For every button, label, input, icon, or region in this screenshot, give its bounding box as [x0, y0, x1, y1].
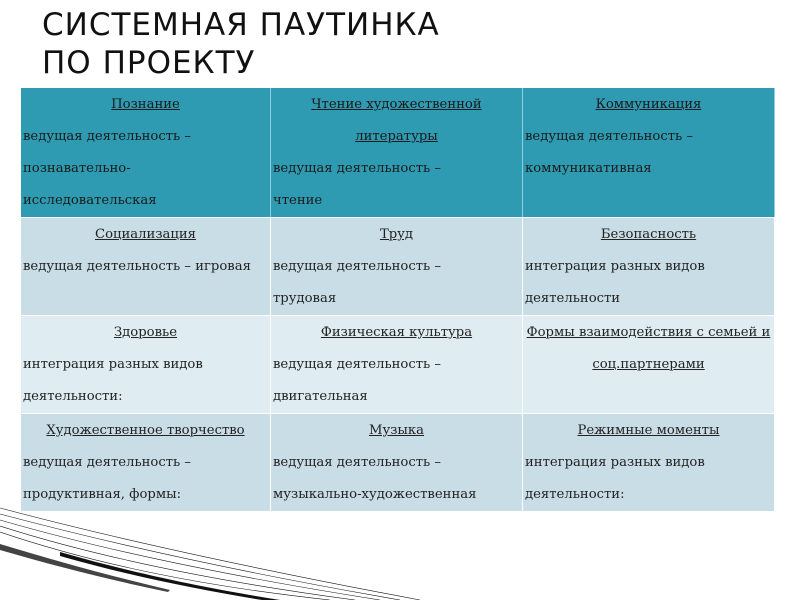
- cell-line: исследовательская: [23, 193, 157, 208]
- cell-line: ведущая деятельность –: [23, 129, 192, 144]
- cell-heading: Безопасность: [600, 227, 697, 242]
- cell-heading: Труд: [379, 227, 414, 242]
- cell-line: деятельности:: [23, 389, 123, 404]
- cell-line: трудовая: [273, 291, 337, 306]
- table-row: [21, 316, 775, 414]
- table-cell: [21, 316, 271, 414]
- table-cell: [271, 316, 523, 414]
- cell-heading: Музыка: [368, 423, 425, 438]
- cell-line: деятельности:: [525, 487, 625, 502]
- table-row: [21, 414, 775, 512]
- cell-line: ведущая деятельность –: [273, 455, 442, 470]
- cell-line: ведущая деятельность –: [273, 357, 442, 372]
- table-cell: [523, 218, 775, 316]
- slide-title-line-2: ПО ПРОЕКТУ: [42, 45, 256, 81]
- table-cell: [271, 218, 523, 316]
- table-row: [21, 218, 775, 316]
- cell-heading: Художественное творчество: [46, 423, 245, 438]
- table-cell: [21, 88, 271, 218]
- cell-line: продуктивная, формы:: [23, 487, 182, 502]
- cell-heading: Чтение художественной литературы: [311, 97, 482, 144]
- cell-line: ведущая деятельность –: [525, 129, 694, 144]
- table-cell: [523, 316, 775, 414]
- table-cell: [523, 414, 775, 512]
- web-table: [20, 88, 775, 512]
- cell-line: чтение: [273, 193, 323, 208]
- cell-heading: Социализация: [95, 227, 196, 242]
- slide-title-line-1: СИСТЕМНАЯ ПАУТИНКА: [42, 7, 440, 43]
- table-cell: [21, 414, 271, 512]
- cell-line: двигательная: [273, 389, 368, 404]
- cell-line: интеграция разных видов: [525, 259, 705, 274]
- cell-line: ведущая деятельность –: [273, 161, 442, 176]
- cell-line: познавательно-: [23, 161, 131, 176]
- table-cell: [271, 414, 523, 512]
- cell-line: ведущая деятельность – игровая: [23, 259, 251, 274]
- cell-heading: Формы взаимодействия с семьей и соц.партнерами: [526, 325, 771, 372]
- table-row: [21, 88, 775, 218]
- cell-heading: Физическая культура: [320, 325, 473, 340]
- cell-line: коммуникативная: [525, 161, 652, 176]
- decorative-swoosh: [0, 500, 420, 600]
- cell-heading: Режимные моменты: [577, 423, 720, 438]
- cell-heading: Коммуникация: [595, 97, 702, 112]
- cell-heading: Здоровье: [113, 325, 178, 340]
- cell-line: интеграция разных видов: [525, 455, 705, 470]
- table-cell: [271, 88, 523, 218]
- cell-line: ведущая деятельность –: [23, 455, 192, 470]
- cell-heading: Познание: [111, 97, 180, 112]
- table-cell: [21, 218, 271, 316]
- table-cell: [523, 88, 775, 218]
- cell-line: интеграция разных видов: [23, 357, 203, 372]
- cell-line: музыкально-художественная: [273, 487, 477, 502]
- cell-line: ведущая деятельность –: [273, 259, 442, 274]
- cell-line: деятельности: [525, 291, 621, 306]
- slide-title: [42, 6, 440, 82]
